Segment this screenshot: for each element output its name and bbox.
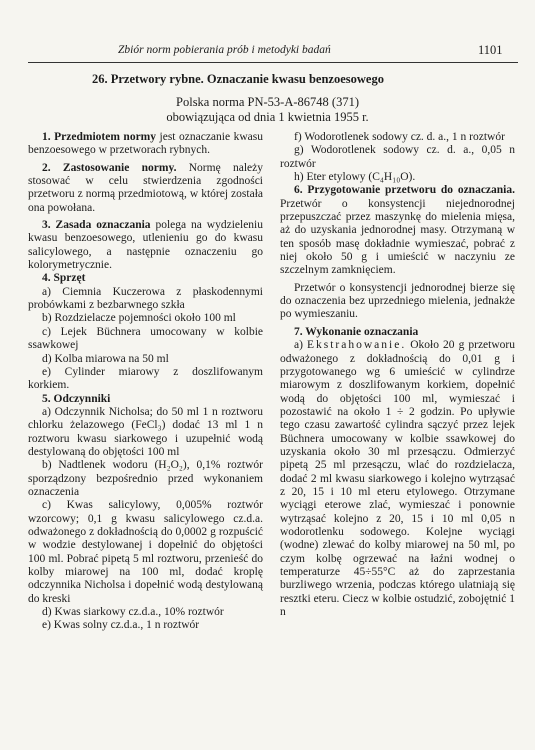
- section-4-heading: 4. Sprzęt: [42, 272, 86, 285]
- section-7-item-a: [280, 339, 515, 619]
- reagent-item-f: f) Wodorotlenek sodowy cz. d. a., 1 n roztwór: [294, 131, 505, 143]
- equipment-item-e: e) Cylinder miarowy z doszlifowanym korkiem.: [28, 365, 263, 392]
- extraction-text: Około 20 g przetworu odważonego z dokładnością do 0,01 g i przygotowanego wg 6 umieścić w cylindrze miarowym z doszlifowanym korkiem, dopełnić wodą do objętości 100 ml, wymieszać i pozostawić na około 1 ÷ 2 godzin. Po upływie tego czasu zawartość cylindra sączyć przez lejek Büchnera umocowany w kolbie ssawkowej do uzyskania około 30 ml przesączu. Odmierzyć pipetą 25 ml przesączu, wlać do rozdzielacza, dodać 2 ml kwasu siarkowego i kolejno wytrząsać z 20, 15 i 10 ml eteru etylowego. Otrzymane wyciągi eterowe zlać, wymieszać i ponownie wytrząsać kolejno z 20, 15 i 10 ml 0,05 n wodorotlenku sodowego. Kolejne wyciągi (wodne) zlewać do kolby miarowej na 50 ml, po czym kolbę ogrzewać na łaźni wodnej o temperaturze 45÷55°C aż do zaprzestania burzliwego wrzenia, podczas którego ulatniają się resztki eteru. Ciecz w kolbie ostudzić, zobojętnić 1 n: [280, 339, 515, 619]
- equipment-item-b: b) Rozdzielacze pojemności około 100 ml: [42, 312, 236, 325]
- section-2-text: Normę należy stosować w celu stwierdzenia zgodności przetworu z normą przedmiotową, w której została ona powołana.: [28, 161, 263, 214]
- equipment-item-c: c) Lejek Büchnera umocowany w kolbie ssawkowej: [28, 325, 263, 352]
- article-title: 26. Przetwory rybne. Oznaczanie kwasu benzoesowego: [92, 72, 384, 86]
- reagent-item-d: d) Kwas siarkowy cz.d.a., 10% roztwór: [42, 606, 224, 619]
- section-6-text: Przetwór o konsystencji niejednorodnej przepuszczać przez maszynkę do mielenia mięsa, aż do uzyskania jednorodnej masy. Otrzymaną w ten sposób masę dokładnie wymieszać, pobrać z niej około 50 g i umieścić w naczyniu ze szczelnym zamknięciem.: [280, 197, 515, 277]
- page-number: 1101: [478, 43, 503, 57]
- left-column: [28, 131, 263, 633]
- section-6-paragraph-2: Przetwór o konsystencji jednorodnej bierze się do oznaczenia bez uprzedniego mielenia, jednakże po wymieszaniu.: [280, 281, 515, 321]
- reagent-item-e: e) Kwas solny cz.d.a., 1 n roztwór: [42, 619, 200, 632]
- section-3-paragraph: [28, 219, 263, 272]
- header-rule: [28, 62, 518, 63]
- equipment-item-a: a) Ciemnia Kuczerowa z płaskodennymi probówkami z bezbarwnego szkła: [28, 285, 263, 312]
- section-5-heading: 5. Odczynniki: [42, 392, 111, 405]
- reagent-item-h: h) Eter etylowy (C₄H₁₀O).: [294, 171, 416, 184]
- norm-validity: obowiązująca od dnia 1 kwietnia 1955 r.: [166, 110, 369, 124]
- norm-designation: Polska norma PN-53-A-86748 (371): [176, 95, 359, 109]
- section-2-paragraph: [28, 162, 263, 215]
- section-1-heading: 1. Przedmiotem normy: [42, 131, 157, 143]
- running-title: Zbiór norm pobierania prób i metodyki badań: [118, 44, 331, 56]
- reagent-item-g: g) Wodorotlenek sodowy cz. d. a., 0,05 n roztwór: [280, 144, 515, 170]
- section-3-text: polega na wydzieleniu kwasu benzoesowego, utlenieniu go do kwasu salicylowego, a następnie oznaczeniu go kolorymetrycznie.: [28, 219, 263, 272]
- extraction-heading: Ekstrahowanie.: [306, 339, 407, 352]
- reagent-item-c: c) Kwas salicylowy, 0,005% roztwór wzorcowy; 0,1 g kwasu salicylowego cz.d.a. odważonego z dokładnością do 0,0002 g rozpuścić w wodzie destylowanej i dopełnić do objętości 100 ml. Pobrać pipetą 5 ml roztworu, przenieść do kolby miarowej na 100 ml, dodać kroplę odczynnika Nicholsa i dopełnić wodą destylowaną do kreski: [28, 499, 263, 605]
- section-1-text: jest oznaczanie kwasu benzoesowego w przetworach rybnych.: [28, 131, 263, 157]
- right-column: [280, 131, 515, 619]
- equipment-item-d: d) Kolba miarowa na 50 ml: [42, 352, 169, 365]
- section-2-heading: 2. Zastosowanie normy.: [42, 161, 177, 174]
- section-3-heading: 3. Zasada oznaczania: [42, 219, 151, 232]
- item-a-label: a): [294, 339, 307, 352]
- section-6-heading: 6. Przygotowanie przetworu do oznaczania.: [294, 184, 515, 197]
- section-7-heading: 7. Wykonanie oznaczania: [294, 325, 419, 338]
- section-1-paragraph: [28, 131, 263, 158]
- reagent-item-a: a) Odczynnik Nicholsa; do 50 ml 1 n roztworu chlorku żelazowego (FeCl₃) dodać 13 ml 1 n roztworu kwasu siarkowego i uzupełnić wodą destylowaną do objętości 100 ml: [28, 405, 263, 458]
- section-6-paragraph: [280, 184, 515, 277]
- running-head: [0, 44, 535, 60]
- reagent-item-b: b) Nadtlenek wodoru (H₂O₂), 0,1% roztwór sporządzony bezpośrednio przed wykonaniem oznaczenia: [28, 459, 263, 498]
